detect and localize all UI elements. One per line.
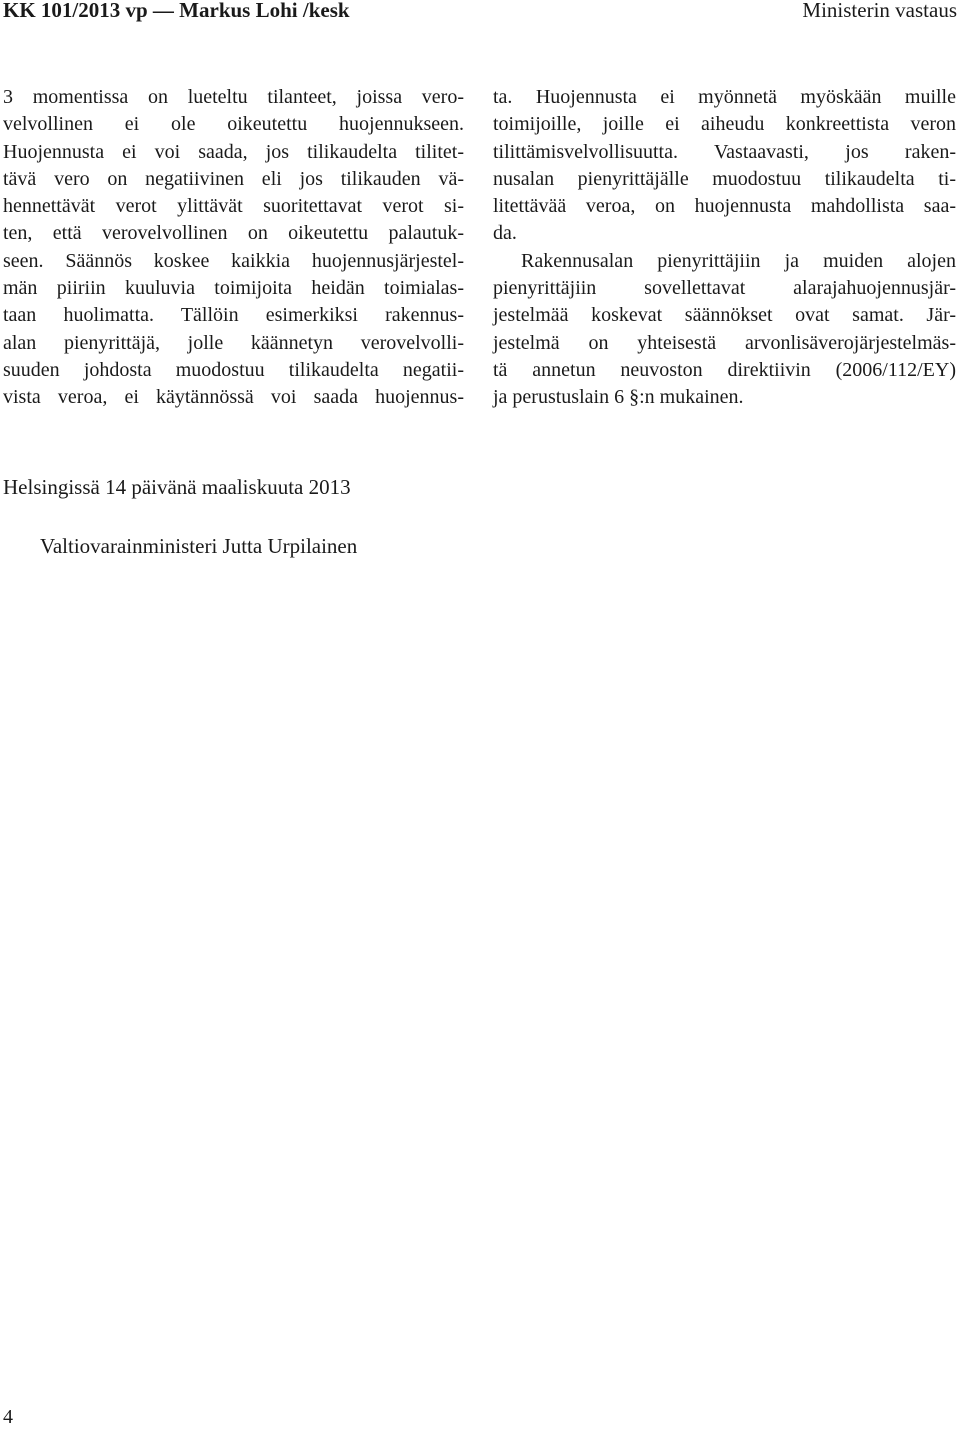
text-line: alan pienyrittäjä, jolle käännetyn verovelvolli- bbox=[3, 331, 464, 354]
text-line: Rakennusalan pienyrittäjiin ja muiden alojen bbox=[521, 249, 956, 272]
text-line: tävä vero on negatiivinen eli jos tilikauden vä- bbox=[3, 167, 464, 190]
text-line: toimijoille, joille ei aiheudu konkreettista veron bbox=[493, 113, 956, 136]
text-line: da. bbox=[493, 222, 517, 245]
text-line: ja perustuslain 6 §:n mukainen. bbox=[493, 386, 744, 409]
text-line: nusalan pienyrittäjälle muodostuu tilikaudelta ti- bbox=[493, 167, 956, 190]
text-line: tä annetun neuvoston direktiivin (2006/112/EY) bbox=[493, 358, 956, 381]
text-line: 3 momentissa on lueteltu tilanteet, joissa vero- bbox=[3, 86, 464, 108]
text-line: Huojennusta ei voi saada, jos tilikaudelta tilitet- bbox=[3, 140, 464, 163]
document-header-section: Ministerin vastaus bbox=[802, 0, 957, 22]
text-line: ta. Huojennusta ei myönnetä myöskään muille bbox=[493, 86, 956, 108]
body-paragraph bbox=[493, 248, 956, 412]
text-line: taan huolimatta. Tällöin esimerkiksi rakennus- bbox=[3, 304, 464, 327]
text-line: vista veroa, ei käytännössä voi saada huojennus- bbox=[3, 386, 464, 409]
text-line: män piiriin kuuluvia toimijoita heidän toimialas- bbox=[3, 277, 464, 300]
body-column-right bbox=[493, 84, 956, 412]
body-paragraph bbox=[3, 84, 464, 412]
text-line: hennettävät verot ylittävät suoritettavat verot si- bbox=[3, 195, 464, 218]
place-and-date: Helsingissä 14 päivänä maaliskuuta 2013 bbox=[3, 475, 351, 499]
text-line: tilittämisvelvollisuutta. Vastaavasti, jos raken- bbox=[493, 140, 956, 163]
page-number: 4 bbox=[3, 1406, 13, 1428]
body-paragraph bbox=[493, 84, 956, 248]
text-line: ten, että verovelvollinen on oikeutettu palautuk- bbox=[3, 222, 464, 245]
body-column-left bbox=[3, 84, 464, 412]
text-line: jestelmä on yhteisestä arvonlisäverojärjestelmäs- bbox=[493, 331, 956, 354]
signer-name: Valtiovarainministeri Jutta Urpilainen bbox=[40, 534, 358, 558]
document-header-title: KK 101/2013 vp — Markus Lohi /kesk bbox=[3, 0, 350, 22]
text-line: litettävää veroa, on huojennusta mahdollista saa- bbox=[493, 195, 956, 218]
text-line: jestelmää koskevat säännökset ovat samat. Jär- bbox=[493, 304, 956, 327]
text-line: seen. Säännös koskee kaikkia huojennusjärjestel- bbox=[3, 249, 464, 272]
text-line: pienyrittäjiin sovellettavat alarajahuojennusjär- bbox=[493, 277, 956, 300]
text-line: suuden johdosta muodostuu tilikaudelta negatii- bbox=[3, 358, 464, 381]
text-line: velvollinen ei ole oikeutettu huojennukseen. bbox=[3, 113, 464, 136]
